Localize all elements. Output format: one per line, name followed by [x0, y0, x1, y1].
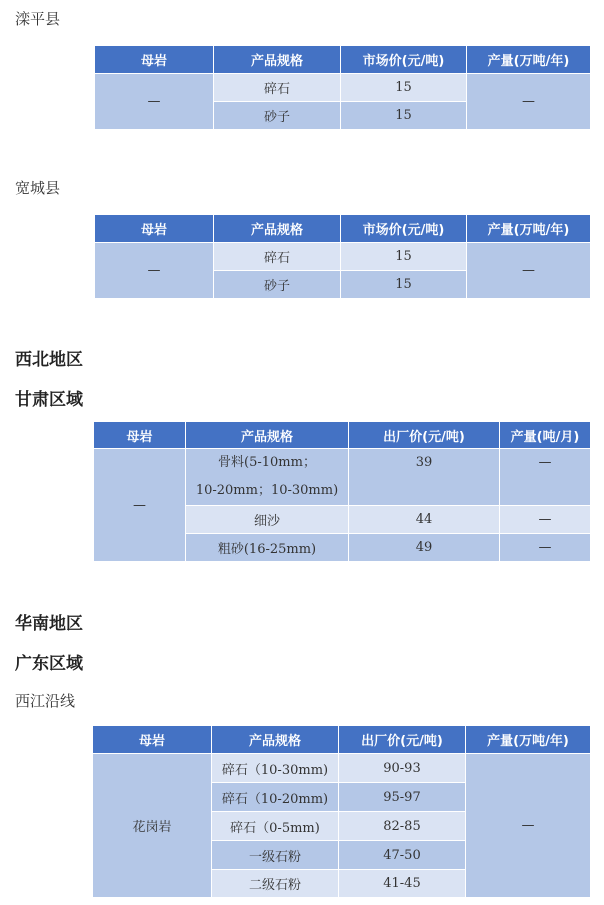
header-output: 产量(万吨/年) [467, 46, 591, 74]
mother-rock-cell: — [95, 243, 214, 299]
spec-cell: 碎石（10-20mm) [212, 783, 339, 812]
spec-cell: 一级石粉 [212, 841, 339, 870]
price-table-xijiang [92, 725, 591, 898]
spec-cell [186, 449, 349, 506]
price-cell: 47-50 [339, 841, 466, 870]
header-product-spec: 产品规格 [214, 215, 341, 243]
spec-line: 骨料(5-10mm； [218, 455, 316, 470]
header-mother-rock: 母岩 [95, 46, 214, 74]
table-row [94, 449, 591, 506]
spec-cell: 二级石粉 [212, 870, 339, 898]
header-output: 产量(吨/月) [500, 422, 591, 449]
header-market-price: 市场价(元/吨) [341, 215, 467, 243]
header-product-spec: 产品规格 [214, 46, 341, 74]
table-header-row [95, 215, 591, 243]
table-row [95, 74, 591, 102]
table-row [95, 243, 591, 271]
output-cell: — [466, 754, 591, 898]
price-table-kuancheng [94, 214, 591, 299]
price-cell: 41-45 [339, 870, 466, 898]
header-output: 产量(万吨/年) [466, 726, 591, 754]
table-header-row [95, 46, 591, 74]
spec-cell: 碎石（0-5mm) [212, 812, 339, 841]
spec-cell: 碎石（10-30mm) [212, 754, 339, 783]
region-heading-northwest: 西北地区 [15, 350, 83, 370]
region-heading-south: 华南地区 [15, 614, 83, 634]
price-cell: 95-97 [339, 783, 466, 812]
header-factory-price: 出厂价(元/吨) [349, 422, 500, 449]
table-header-row [94, 422, 591, 449]
spec-cell: 砂子 [214, 271, 341, 299]
price-table-luanping [94, 45, 591, 130]
price-cell: 44 [349, 506, 500, 534]
price-cell: 39 [349, 449, 500, 506]
price-cell: 15 [341, 74, 467, 102]
output-cell: — [467, 243, 591, 299]
county-label-kuancheng: 宽城县 [15, 179, 61, 197]
output-cell: — [467, 74, 591, 130]
price-cell: 15 [341, 102, 467, 130]
spec-cell: 粗砂(16-25mm) [186, 534, 349, 562]
mother-rock-cell: — [94, 449, 186, 562]
mother-rock-cell: — [95, 74, 214, 130]
area-heading-guangdong: 广东区域 [15, 654, 83, 674]
output-cell: — [500, 506, 591, 534]
header-market-price: 市场价(元/吨) [341, 46, 467, 74]
price-cell: 49 [349, 534, 500, 562]
county-label-luanping: 滦平县 [15, 10, 61, 28]
spec-cell: 碎石 [214, 243, 341, 271]
header-product-spec: 产品规格 [212, 726, 339, 754]
table-header-row [93, 726, 591, 754]
subarea-label-xijiang: 西江沿线 [15, 692, 76, 710]
mother-rock-cell: 花岗岩 [93, 754, 212, 898]
spec-cell: 碎石 [214, 74, 341, 102]
header-product-spec: 产品规格 [186, 422, 349, 449]
table-row [93, 754, 591, 783]
price-cell: 15 [341, 243, 467, 271]
spec-cell: 砂子 [214, 102, 341, 130]
header-output: 产量(万吨/年) [467, 215, 591, 243]
spec-cell: 细沙 [186, 506, 349, 534]
output-cell: — [500, 534, 591, 562]
area-heading-gansu: 甘肃区域 [15, 390, 83, 410]
price-cell: 90-93 [339, 754, 466, 783]
header-mother-rock: 母岩 [93, 726, 212, 754]
price-cell: 82-85 [339, 812, 466, 841]
price-table-gansu [93, 421, 591, 562]
spec-line: 10-20mm；10-30mm) [195, 483, 339, 498]
header-factory-price: 出厂价(元/吨) [339, 726, 466, 754]
header-mother-rock: 母岩 [95, 215, 214, 243]
header-mother-rock: 母岩 [94, 422, 186, 449]
output-cell: — [500, 449, 591, 506]
price-cell: 15 [341, 271, 467, 299]
